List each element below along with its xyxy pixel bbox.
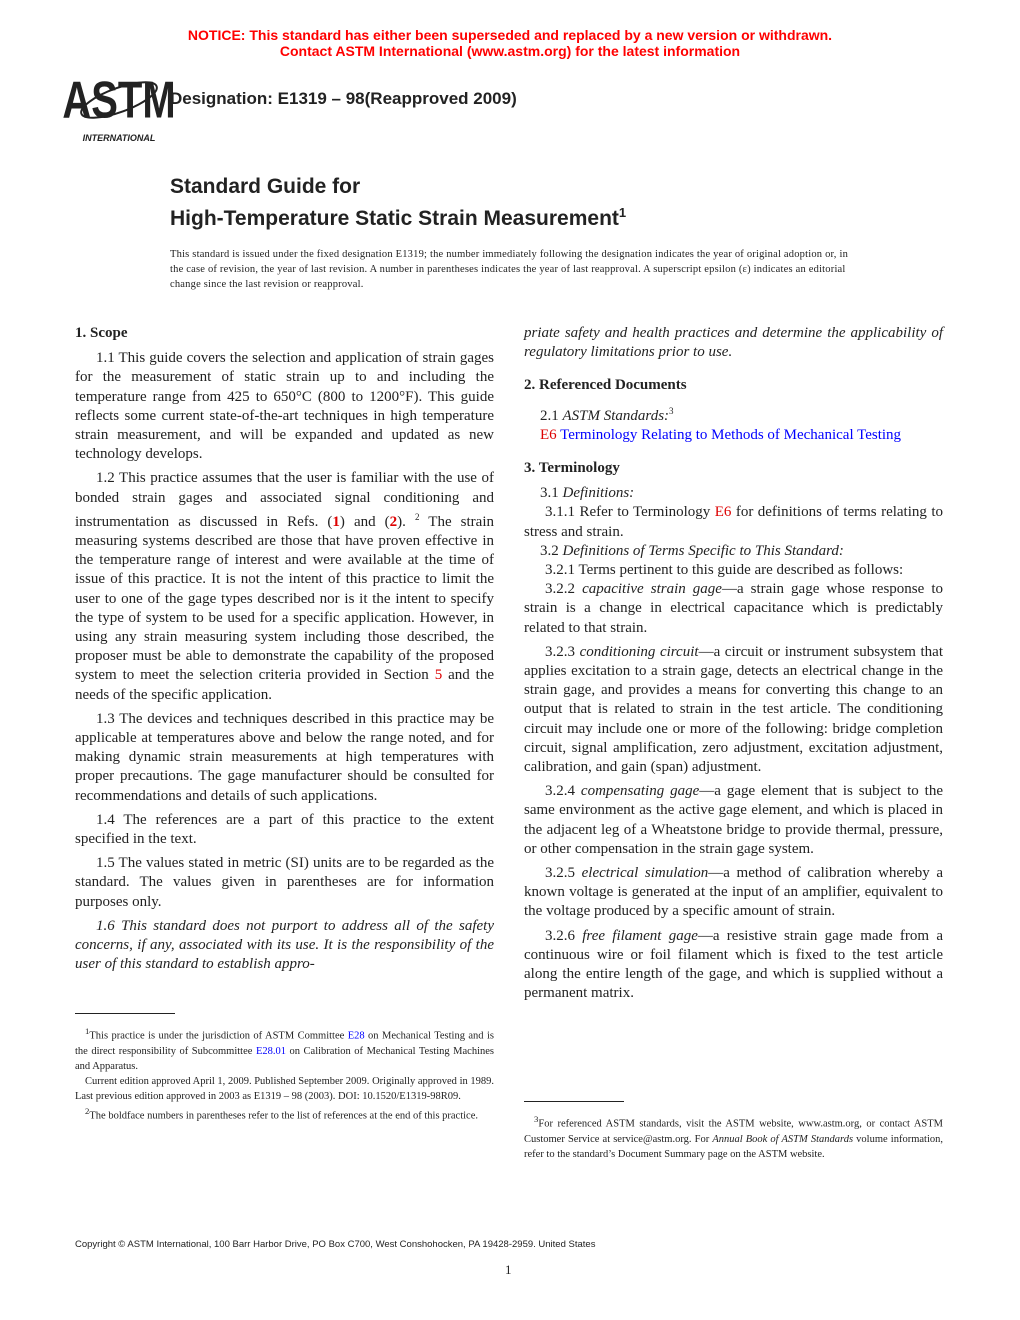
footnote-3 [524, 1112, 943, 1162]
term-definition [524, 643, 943, 777]
text: 2.1 [540, 407, 563, 424]
text: on Calibration of Mechanical Testing Machines and Apparatus. [75, 1045, 494, 1072]
intro-note: This standard is issued under the fixed designation E1319; the number immediately following the designation indicates the year of original adoption or, in the case of revision, the year of last revision. A number in parentheses indicates the year of last reapproval. A superscript epsilon (ε) indicates an editorial change since the last revision or reapproval. [170, 249, 849, 290]
supersede-notice [0, 27, 1020, 59]
text: 3.2.5 [545, 865, 582, 882]
text: ). [397, 513, 415, 530]
paragraph-continued: priate safety and health practices and determine the applicability of regulatory limitations prior to use. [524, 325, 943, 361]
paragraph: 1.3 The devices and techniques described in this practice may be applicable at temperatures above and below the range noted, and for making dynamic strain measurements at high temperatures with proper precautions. The gage manufacturer should be consulted for recommendations and details of such applications. [75, 710, 494, 804]
text: 3.2.6 [545, 927, 583, 944]
section-heading-terminology: 3. Terminology [524, 460, 620, 477]
section-heading-scope: 1. Scope [75, 325, 128, 341]
text: The boldface numbers in parentheses refer to the list of references at the end of this practice. [89, 1110, 478, 1121]
reference-link[interactable]: 1 [332, 513, 340, 530]
paragraph: 1.4 The references are a part of this practice to the extent specified in the text. [75, 811, 494, 848]
right-footnotes [524, 1101, 943, 1162]
text: 3.1.1 Refer to Terminology [545, 504, 715, 521]
title-text: High-Temperature Static Strain Measurement [170, 207, 619, 230]
term: conditioning circuit [579, 643, 699, 660]
term-definition [524, 864, 943, 922]
text: 3.2.4 [545, 783, 581, 800]
footnote-divider [75, 1013, 175, 1014]
term: electrical simulation [581, 865, 709, 882]
paragraph [524, 484, 943, 503]
paragraph [524, 402, 943, 426]
right-column [524, 324, 943, 1009]
text: 3.2.2 [545, 581, 583, 598]
text: This practice is under the jurisdiction of ASTM Committee [89, 1030, 348, 1042]
text: —a method of calibration whereby a known voltage is generated at the input of an amplifier, equivalent to the voltage produced by a specific amount of strain. [524, 865, 944, 920]
text: For referenced ASTM standards, visit the ASTM website, www.astm.org, or contact ASTM Customer Service at service@astm.org. For [524, 1118, 943, 1145]
term: compensating gage [580, 783, 700, 800]
text: —a resistive strain gage made from a continuous wire or foil filament which is fixed to the test article along the entire length of the gage, and which is supplied without a permanent matrix. [524, 927, 944, 1002]
footnote-2 [75, 1104, 494, 1124]
committee-link[interactable]: E28 [347, 1030, 365, 1042]
paragraph: 1.1 This guide covers the selection and application of strain gages for the measurement of static strain up to and including the temperature range from 425 to 650°C (800 to 1200°F). This guide reflects some current state-of-the-art techniques in high temperature strain measurement, and will be expanded and updated as new technology develops. [75, 350, 494, 463]
copyright: Copyright © ASTM International, 100 Barr Harbor Drive, PO Box C700, West Conshohocken, PA 19428-2959. United States [75, 1239, 596, 1250]
text: The strain measuring systems described are those that have proven effective in the temperature range of interest and were available at the time of issue of this practice. It is not the intent of this practice to limit the user to one of the gage types described nor is it the intent to specify the type of system to be used for a specific application. However, in using any strain measuring system including those described, the proposer must be able to demonstrate the capability of the proposed system to meet the selection criteria provided in Section [75, 513, 494, 684]
text: 3.2 [540, 542, 563, 559]
text: Annual Book of ASTM Standards [712, 1133, 854, 1145]
text: —a gage element that is subject to the same environment as the active gage element, and which is placed in the adjacent leg of a Wheatstone bridge to provide thermal, pressure, or other compensation in the strain gage system. [524, 783, 944, 857]
term-definition [524, 782, 943, 859]
notice-line-1: NOTICE: This standard has either been superseded and replaced by a new version or withdrawn. [187, 27, 833, 43]
text: ASTM Standards: [562, 407, 670, 424]
paragraph [524, 542, 943, 561]
svg-text:ASTM: ASTM [62, 70, 176, 129]
text: —a strain gage whose response to strain is a change in electrical capacitance which is predictably related to that strain. [524, 581, 944, 636]
term: capacitive strain gage [582, 581, 722, 598]
footnote-number: 1 [85, 1026, 90, 1036]
text: Definitions: [562, 485, 635, 502]
section-link[interactable]: 5 [434, 667, 443, 684]
footnote-ref: 1 [618, 205, 627, 220]
left-footnotes [75, 1013, 494, 1123]
text: ) and ( [339, 513, 390, 530]
paragraph: 3.2.1 Terms pertinent to this guide are described as follows: [545, 562, 904, 579]
edition-note: Current edition approved April 1, 2009. Published September 2009. Originally approved in 1989. Last previous edition approved in 2003 as E1319 – 98 (2003). DOI: 10.1520/E1319-98R09. [75, 1075, 494, 1102]
title-line-2 [170, 200, 626, 232]
footnote-ref: 3 [669, 405, 674, 416]
text: volume information, refer to the standard’s Document Summary page on the ASTM website. [524, 1133, 943, 1160]
svg-text:INTERNATIONAL: INTERNATIONAL [82, 133, 156, 143]
e6-reference-link[interactable] [524, 426, 943, 445]
title-line-1: Standard Guide for [170, 175, 361, 198]
term-definition [524, 580, 943, 638]
left-column [75, 324, 494, 980]
paragraph [524, 503, 943, 541]
e6-link[interactable]: E6 [714, 504, 732, 521]
paragraph: 1.5 The values stated in metric (SI) units are to be regarded as the standard. The values given in parentheses are for information purposes only. [75, 855, 494, 910]
paragraph [75, 469, 494, 704]
footnote-ref: 2 [414, 511, 420, 522]
paragraph: 1.6 This standard does not purport to address all of the safety concerns, if any, associated with its use. It is the responsibility of the user of this standard to establish appro- [75, 917, 494, 973]
text: for definitions of terms relating to stress and strain. [524, 504, 943, 540]
footnote-1 [75, 1024, 494, 1074]
notice-line-2: Contact ASTM International (www.astm.org) for the latest information [279, 43, 741, 59]
section-heading-referenced-documents: 2. Referenced Documents [524, 377, 687, 394]
footnote-number: 2 [85, 1105, 90, 1116]
text: —a circuit or instrument subsystem that applies excitation to a strain gage, detects an electrical change in the strain gage, and provides a means for converting this change to an output that is related to strain in the test article. The conditioning circuit may include one or more of the following: bridge completion circuit, signal amplification, zero adjustment, excitation adjustment, calibration, and gain (span) adjustment. [524, 643, 943, 776]
text: and the needs of the specific application. [75, 667, 494, 703]
document-title [170, 174, 626, 232]
page-number: 1 [505, 1262, 512, 1277]
e6-title[interactable]: Terminology Relating to Methods of Mechanical Testing [556, 426, 902, 443]
term: free filament gage [582, 927, 698, 944]
footnote-number: 3 [534, 1114, 539, 1124]
text: 3.1 [540, 485, 563, 502]
astm-logo [62, 68, 176, 144]
text: 1.2 This practice assumes that the user is familiar with the use of bonded strain gages and associated signal conditioning and instrumentation as discussed in Refs. ( [75, 470, 494, 530]
designation: Designation: E1319 – 98(Reapproved 2009) [170, 89, 517, 108]
text: Definitions of Terms Specific to This Standard: [562, 542, 844, 559]
term-definition [524, 927, 943, 1004]
footnote-divider [524, 1101, 624, 1102]
subcommittee-link[interactable]: E28.01 [255, 1045, 286, 1057]
reference-link[interactable]: 2 [389, 513, 398, 530]
text: 3.2.3 [545, 643, 580, 660]
e6-code[interactable]: E6 [540, 426, 557, 443]
text: on Mechanical Testing and is the direct responsibility of Subcommittee [75, 1030, 494, 1057]
